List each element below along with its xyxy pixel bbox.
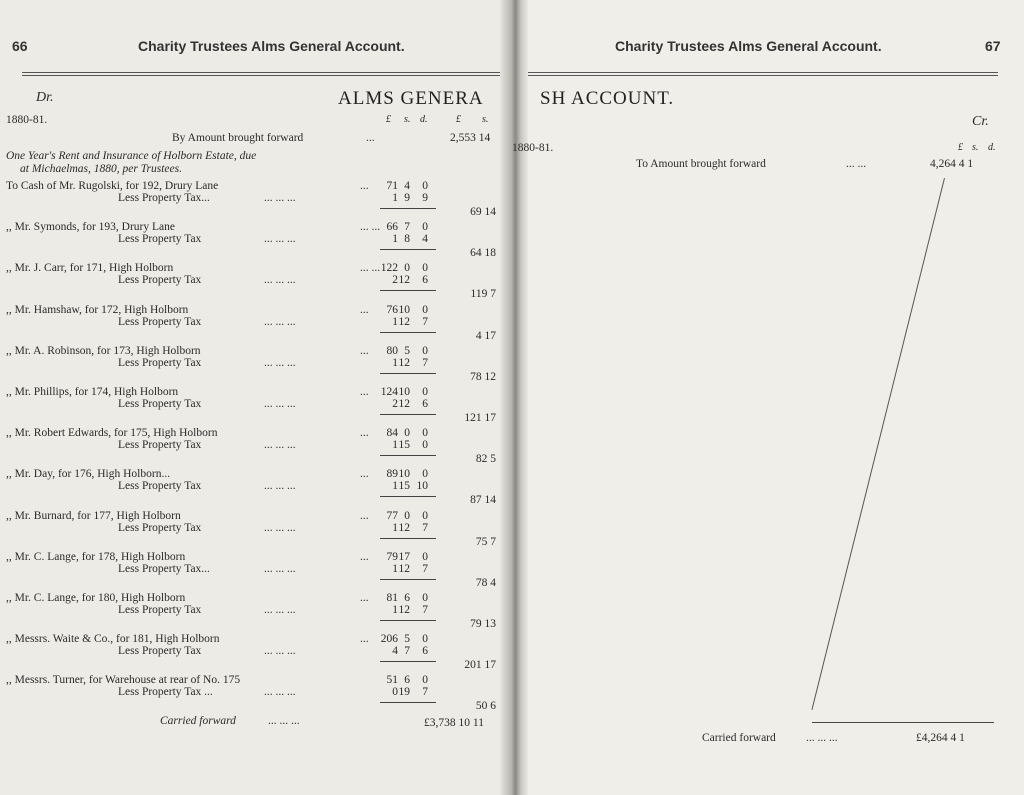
entry-tax-shillings: 12 xyxy=(398,604,410,616)
debit-carried-forward-value: £3,738 10 11 xyxy=(424,717,484,729)
entry-subtotal-rule xyxy=(380,373,436,374)
estate-line-1: One Year's Rent and Insurance of Holborn Estate, due xyxy=(6,150,257,162)
entry-pounds: 81 xyxy=(386,592,398,604)
credit-brought-forward-label: To Amount brought forward xyxy=(636,158,766,170)
credit-col-pence: d. xyxy=(988,142,996,153)
entry-tax-dots: ... ... ... xyxy=(264,398,296,410)
entry-tax-shillings: 15 xyxy=(398,480,410,492)
entry-tax-pence: 6 xyxy=(422,398,428,410)
entry-tax-pence: 0 xyxy=(422,439,428,451)
entry-subtotal-rule xyxy=(380,496,436,497)
entry-tax-label: Less Property Tax ... xyxy=(118,686,213,698)
entry-tax-pounds: 1 xyxy=(392,357,398,369)
entry-net-amount: 78 12 xyxy=(470,371,496,383)
entry-tax-pounds: 1 xyxy=(392,316,398,328)
entry-dots: ... xyxy=(360,592,369,604)
entry-dots: ... xyxy=(360,427,369,439)
entry-tax-label: Less Property Tax xyxy=(118,439,202,451)
entry-tenant: ,, Mr. C. Lange, for 178, High Holborn xyxy=(6,551,186,563)
entry-subtotal-rule xyxy=(380,538,436,539)
entry-dots: ... xyxy=(360,551,369,563)
entry-net-amount: 75 7 xyxy=(475,536,496,548)
entry-shillings: 0 xyxy=(404,427,410,439)
entry-subtotal-rule xyxy=(380,208,436,209)
entry-tenant: ,, Mr. Phillips, for 174, High Holborn xyxy=(6,386,179,398)
entry-tax-pounds: 1 xyxy=(392,439,398,451)
entry-shillings: 17 xyxy=(398,551,410,563)
entry-tax-dots: ... ... ... xyxy=(264,233,296,245)
entry-pence: 0 xyxy=(422,345,428,357)
entry-tax-pence: 7 xyxy=(422,686,428,698)
entry-tax-pounds: 0 xyxy=(392,686,398,698)
entry-pounds: 79 xyxy=(386,551,398,563)
entry-tax-pounds: 1 xyxy=(392,522,398,534)
col-head-pounds: £ xyxy=(386,114,391,125)
right-header-rule xyxy=(528,72,998,73)
entry-shillings: 10 xyxy=(398,468,410,480)
entry-tax-pounds: 1 xyxy=(392,604,398,616)
credit-year: 1880-81. xyxy=(512,142,554,154)
entry-pounds: 71 xyxy=(386,180,398,192)
entry-net-amount: 78 4 xyxy=(475,577,496,589)
debit-brought-forward-dots: ... xyxy=(366,132,375,144)
left-running-title: Charity Trustees Alms General Account. xyxy=(138,38,405,54)
entry-tax-pence: 7 xyxy=(422,563,428,575)
entry-tax-pence: 10 xyxy=(416,480,428,492)
entry-pounds: 84 xyxy=(386,427,398,439)
entry-net-amount: 121 17 xyxy=(464,412,496,424)
entry-tax-shillings: 9 xyxy=(404,192,410,204)
entry-pounds: 76 xyxy=(386,304,398,316)
entry-shillings: 5 xyxy=(404,345,410,357)
entry-tax-shillings: 12 xyxy=(398,398,410,410)
entry-pounds: 80 xyxy=(386,345,398,357)
credit-carried-forward-label: Carried forward xyxy=(702,732,776,744)
entry-tax-label: Less Property Tax... xyxy=(118,563,210,575)
entry-subtotal-rule xyxy=(380,620,436,621)
entry-tax-label: Less Property Tax xyxy=(118,645,202,657)
left-header-rule-2 xyxy=(22,75,500,76)
entry-tax-label: Less Property Tax... xyxy=(118,192,210,204)
entry-net-amount: 50 6 xyxy=(475,700,496,712)
entry-pence: 0 xyxy=(422,510,428,522)
entry-tax-dots: ... ... ... xyxy=(264,316,296,328)
entry-tax-pounds: 1 xyxy=(392,563,398,575)
account-title: ALMS GENERA xyxy=(338,88,484,109)
left-header-rule xyxy=(22,72,500,73)
credit-col-shillings: s. xyxy=(972,142,979,153)
entry-tax-shillings: 15 xyxy=(398,439,410,451)
entry-tenant: ,, Messrs. Turner, for Warehouse at rear of No. 175 xyxy=(6,674,241,686)
entry-shillings: 5 xyxy=(404,633,410,645)
entry-dots: ... xyxy=(360,180,369,192)
entry-tax-pounds: 4 xyxy=(392,645,398,657)
entry-tenant: ,, Mr. J. Carr, for 171, High Holborn xyxy=(6,262,174,274)
credit-brought-forward-value: 4,264 4 1 xyxy=(930,158,974,170)
entry-subtotal-rule xyxy=(380,249,436,250)
right-page-number: 67 xyxy=(985,38,1001,54)
entry-net-amount: 82 5 xyxy=(475,453,496,465)
entry-shillings: 10 xyxy=(398,304,410,316)
col-head-shillings: s. xyxy=(404,114,411,125)
entry-tenant: ,, Mr. Day, for 176, High Holborn... xyxy=(6,468,171,480)
entry-net-amount: 69 14 xyxy=(470,206,496,218)
debit-year: 1880-81. xyxy=(6,114,48,126)
debit-carried-forward-label: Carried forward xyxy=(160,715,236,727)
credit-carried-forward-value: £4,264 4 1 xyxy=(916,732,965,744)
entry-pence: 0 xyxy=(422,592,428,604)
entry-pence: 0 xyxy=(422,674,428,686)
entry-pence: 0 xyxy=(422,262,428,274)
col-head-shillings-total: s. xyxy=(482,114,489,125)
entry-tax-pence: 6 xyxy=(422,274,428,286)
right-page xyxy=(514,0,1024,795)
entry-dots: ... xyxy=(360,468,369,480)
right-running-title: Charity Trustees Alms General Account. xyxy=(615,38,882,54)
entry-pounds: 89 xyxy=(386,468,398,480)
entry-dots: ... xyxy=(360,386,369,398)
entry-tax-label: Less Property Tax xyxy=(118,604,202,616)
entry-tax-pence: 4 xyxy=(422,233,428,245)
entry-dots: ... xyxy=(360,510,369,522)
entry-dots: ... xyxy=(360,633,369,645)
credit-side-label: Cr. xyxy=(972,114,989,129)
entry-tenant: ,, Mr. Symonds, for 193, Drury Lane xyxy=(6,221,175,233)
entry-pounds: 122 xyxy=(380,262,398,274)
entry-pounds: 124 xyxy=(380,386,398,398)
entry-tax-label: Less Property Tax xyxy=(118,357,202,369)
entry-tax-pounds: 2 xyxy=(392,274,398,286)
entry-tax-dots: ... ... ... xyxy=(264,522,296,534)
entry-tax-label: Less Property Tax xyxy=(118,480,202,492)
credit-col-pounds: £ xyxy=(958,142,963,153)
entry-tax-dots: ... ... ... xyxy=(264,439,296,451)
entry-tenant: ,, Mr. Burnard, for 177, High Holborn xyxy=(6,510,181,522)
entry-pounds: 77 xyxy=(386,510,398,522)
entry-dots: ... ... xyxy=(360,221,381,233)
entry-pence: 0 xyxy=(422,427,428,439)
entry-net-amount: 119 7 xyxy=(470,288,496,300)
entry-dots: ... ... xyxy=(360,262,381,274)
entry-subtotal-rule xyxy=(380,290,436,291)
entry-tax-shillings: 12 xyxy=(398,357,410,369)
entry-dots: ... xyxy=(360,345,369,357)
entry-tax-dots: ... ... ... xyxy=(264,357,296,369)
entry-tax-shillings: 7 xyxy=(404,645,410,657)
entry-tax-pence: 7 xyxy=(422,522,428,534)
entry-pence: 0 xyxy=(422,304,428,316)
entry-tax-pounds: 1 xyxy=(392,192,398,204)
entry-tax-pence: 9 xyxy=(422,192,428,204)
entry-subtotal-rule xyxy=(380,455,436,456)
col-head-pence: d. xyxy=(420,114,428,125)
entry-tax-dots: ... ... ... xyxy=(264,563,296,575)
entry-pence: 0 xyxy=(422,221,428,233)
entry-tax-label: Less Property Tax xyxy=(118,233,202,245)
right-header-rule-2 xyxy=(528,75,998,76)
entry-tax-pounds: 1 xyxy=(392,233,398,245)
entry-tax-pence: 6 xyxy=(422,645,428,657)
entry-shillings: 7 xyxy=(404,221,410,233)
entry-tax-label: Less Property Tax xyxy=(118,398,202,410)
credit-total-rule xyxy=(812,722,994,723)
entry-tenant: ,, Mr. A. Robinson, for 173, High Holborn xyxy=(6,345,201,357)
entry-net-amount: 87 14 xyxy=(470,494,496,506)
entry-subtotal-rule xyxy=(380,579,436,580)
entry-tenant: ,, Mr. C. Lange, for 180, High Holborn xyxy=(6,592,186,604)
entry-pence: 0 xyxy=(422,180,428,192)
entry-subtotal-rule xyxy=(380,661,436,662)
entry-pence: 0 xyxy=(422,468,428,480)
debit-carried-forward-dots: ... ... ... xyxy=(268,715,300,727)
entry-dots: ... xyxy=(360,304,369,316)
entry-tax-shillings: 12 xyxy=(398,563,410,575)
entry-tax-shillings: 8 xyxy=(404,233,410,245)
entry-subtotal-rule xyxy=(380,702,436,703)
entry-subtotal-rule xyxy=(380,332,436,333)
entry-tax-shillings: 19 xyxy=(398,686,410,698)
entry-tax-pence: 7 xyxy=(422,316,428,328)
debit-brought-forward-label: By Amount brought forward xyxy=(172,132,304,144)
left-page-number: 66 xyxy=(12,38,28,54)
entry-net-amount: 79 13 xyxy=(470,618,496,630)
credit-brought-forward-dots: ... ... xyxy=(846,158,867,170)
entry-tax-label: Less Property Tax xyxy=(118,274,202,286)
entry-tenant: ,, Mr. Hamshaw, for 172, High Holborn xyxy=(6,304,189,316)
debit-brought-forward-value: 2,553 14 xyxy=(450,132,491,144)
entry-shillings: 0 xyxy=(404,262,410,274)
entry-shillings: 10 xyxy=(398,386,410,398)
entry-net-amount: 4 17 xyxy=(475,330,496,342)
entry-tenant: ,, Mr. Robert Edwards, for 175, High Holborn xyxy=(6,427,218,439)
entry-tax-shillings: 12 xyxy=(398,522,410,534)
entry-tax-dots: ... ... ... xyxy=(264,274,296,286)
entry-tax-dots: ... ... ... xyxy=(264,604,296,616)
entry-tax-label: Less Property Tax xyxy=(118,316,202,328)
entry-shillings: 0 xyxy=(404,510,410,522)
entry-tax-dots: ... ... ... xyxy=(264,192,296,204)
entry-tax-pence: 7 xyxy=(422,357,428,369)
entry-pence: 0 xyxy=(422,386,428,398)
entry-pence: 0 xyxy=(422,633,428,645)
entry-shillings: 4 xyxy=(404,180,410,192)
entry-pounds: 206 xyxy=(380,633,398,645)
entry-shillings: 6 xyxy=(404,592,410,604)
entry-tenant: To Cash of Mr. Rugolski, for 192, Drury Lane xyxy=(6,180,219,192)
estate-line-2: at Michaelmas, 1880, per Trustees. xyxy=(20,163,182,175)
entry-pounds: 51 xyxy=(386,674,398,686)
entry-tax-pounds: 2 xyxy=(392,398,398,410)
entry-tax-shillings: 12 xyxy=(398,274,410,286)
col-head-pounds-total: £ xyxy=(456,114,461,125)
entry-tax-dots: ... ... ... xyxy=(264,645,296,657)
entry-tax-pence: 7 xyxy=(422,604,428,616)
credit-carried-forward-dots: ... ... ... xyxy=(806,732,838,744)
entry-net-amount: 201 17 xyxy=(464,659,496,671)
entry-tax-pounds: 1 xyxy=(392,480,398,492)
entry-pence: 0 xyxy=(422,551,428,563)
book-gutter xyxy=(500,0,528,795)
entry-subtotal-rule xyxy=(380,414,436,415)
entry-tax-dots: ... ... ... xyxy=(264,686,296,698)
entry-shillings: 6 xyxy=(404,674,410,686)
entry-pounds: 66 xyxy=(386,221,398,233)
account-title-right: SH ACCOUNT. xyxy=(540,88,675,109)
entry-net-amount: 64 18 xyxy=(470,247,496,259)
debit-side-label: Dr. xyxy=(36,90,54,105)
entry-tax-label: Less Property Tax xyxy=(118,522,202,534)
entry-tenant: ,, Messrs. Waite & Co., for 181, High Holborn xyxy=(6,633,220,645)
entry-tax-dots: ... ... ... xyxy=(264,480,296,492)
entry-tax-shillings: 12 xyxy=(398,316,410,328)
